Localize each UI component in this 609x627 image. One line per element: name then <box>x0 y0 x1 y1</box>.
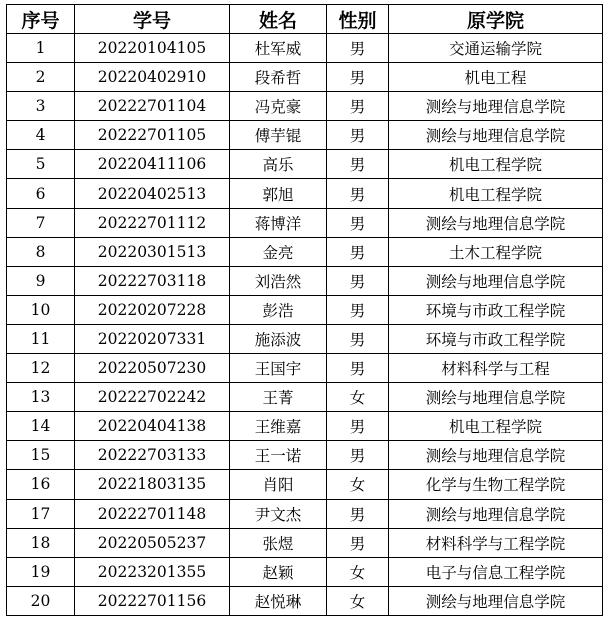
cell-name: 肖阳 <box>230 470 327 499</box>
cell-name: 王维嘉 <box>230 412 327 441</box>
cell-name: 王国宇 <box>230 354 327 383</box>
cell-original-college: 环境与市政工程学院 <box>389 324 603 353</box>
cell-index: 9 <box>7 266 75 295</box>
cell-original-college: 交通运输学院 <box>389 34 603 63</box>
header-original-college: 原学院 <box>389 5 603 34</box>
cell-student-id: 20220207331 <box>75 324 230 353</box>
cell-name: 王菁 <box>230 383 327 412</box>
table-row <box>7 295 603 324</box>
cell-gender: 男 <box>327 528 389 557</box>
header-index: 序号 <box>7 5 75 34</box>
table-row <box>7 557 603 586</box>
cell-index: 18 <box>7 528 75 557</box>
table-row <box>7 499 603 528</box>
cell-student-id: 20220207228 <box>75 295 230 324</box>
table-row <box>7 412 603 441</box>
table-header-row <box>7 5 603 34</box>
cell-name: 郭旭 <box>230 179 327 208</box>
table-body <box>7 34 603 616</box>
table-row <box>7 150 603 179</box>
cell-original-college: 测绘与地理信息学院 <box>389 208 603 237</box>
cell-name: 彭浩 <box>230 295 327 324</box>
cell-gender: 男 <box>327 92 389 121</box>
cell-name: 杜军威 <box>230 34 327 63</box>
cell-name: 王一诺 <box>230 441 327 470</box>
cell-index: 17 <box>7 499 75 528</box>
cell-gender: 男 <box>327 441 389 470</box>
cell-name: 赵悦琳 <box>230 586 327 615</box>
cell-student-id: 20222701105 <box>75 121 230 150</box>
table-row <box>7 586 603 615</box>
cell-student-id: 20222701104 <box>75 92 230 121</box>
cell-index: 6 <box>7 179 75 208</box>
cell-student-id: 20220505237 <box>75 528 230 557</box>
cell-student-id: 20222701156 <box>75 586 230 615</box>
cell-name: 尹文杰 <box>230 499 327 528</box>
cell-original-college: 化学与生物工程学院 <box>389 470 603 499</box>
cell-original-college: 测绘与地理信息学院 <box>389 92 603 121</box>
cell-original-college: 测绘与地理信息学院 <box>389 121 603 150</box>
cell-original-college: 机电工程 <box>389 63 603 92</box>
cell-student-id: 20220404138 <box>75 412 230 441</box>
cell-name: 施添波 <box>230 324 327 353</box>
cell-original-college: 机电工程学院 <box>389 179 603 208</box>
cell-index: 1 <box>7 34 75 63</box>
table-row <box>7 441 603 470</box>
cell-index: 12 <box>7 354 75 383</box>
cell-student-id: 20222703133 <box>75 441 230 470</box>
cell-student-id: 20220104105 <box>75 34 230 63</box>
cell-name: 段希哲 <box>230 63 327 92</box>
student-table-container <box>6 4 603 616</box>
cell-index: 20 <box>7 586 75 615</box>
cell-student-id: 20222702242 <box>75 383 230 412</box>
cell-original-college: 测绘与地理信息学院 <box>389 266 603 295</box>
table-row <box>7 383 603 412</box>
header-gender: 性别 <box>327 5 389 34</box>
cell-index: 7 <box>7 208 75 237</box>
cell-gender: 女 <box>327 470 389 499</box>
cell-gender: 男 <box>327 354 389 383</box>
table-row <box>7 92 603 121</box>
cell-name: 傅芋锟 <box>230 121 327 150</box>
cell-original-college: 材料科学与工程 <box>389 354 603 383</box>
cell-index: 14 <box>7 412 75 441</box>
cell-original-college: 测绘与地理信息学院 <box>389 586 603 615</box>
cell-original-college: 机电工程学院 <box>389 150 603 179</box>
table-row <box>7 324 603 353</box>
table-row <box>7 528 603 557</box>
table-row <box>7 470 603 499</box>
cell-gender: 男 <box>327 63 389 92</box>
cell-gender: 男 <box>327 179 389 208</box>
cell-gender: 女 <box>327 557 389 586</box>
cell-name: 张煜 <box>230 528 327 557</box>
cell-gender: 男 <box>327 150 389 179</box>
cell-original-college: 测绘与地理信息学院 <box>389 383 603 412</box>
cell-original-college: 土木工程学院 <box>389 237 603 266</box>
cell-index: 11 <box>7 324 75 353</box>
table-row <box>7 237 603 266</box>
cell-student-id: 20223201355 <box>75 557 230 586</box>
cell-index: 19 <box>7 557 75 586</box>
cell-name: 赵颖 <box>230 557 327 586</box>
cell-name: 金亮 <box>230 237 327 266</box>
cell-index: 2 <box>7 63 75 92</box>
cell-original-college: 测绘与地理信息学院 <box>389 441 603 470</box>
cell-gender: 男 <box>327 266 389 295</box>
table-row <box>7 208 603 237</box>
cell-index: 13 <box>7 383 75 412</box>
cell-student-id: 20221803135 <box>75 470 230 499</box>
cell-index: 5 <box>7 150 75 179</box>
cell-gender: 男 <box>327 34 389 63</box>
cell-index: 3 <box>7 92 75 121</box>
cell-index: 4 <box>7 121 75 150</box>
cell-index: 16 <box>7 470 75 499</box>
cell-student-id: 20220402513 <box>75 179 230 208</box>
cell-original-college: 机电工程学院 <box>389 412 603 441</box>
cell-gender: 男 <box>327 324 389 353</box>
cell-student-id: 20222703118 <box>75 266 230 295</box>
cell-gender: 男 <box>327 295 389 324</box>
table-row <box>7 63 603 92</box>
cell-original-college: 测绘与地理信息学院 <box>389 499 603 528</box>
cell-student-id: 20220411106 <box>75 150 230 179</box>
header-name: 姓名 <box>230 5 327 34</box>
table-row <box>7 121 603 150</box>
cell-gender: 男 <box>327 237 389 266</box>
cell-index: 10 <box>7 295 75 324</box>
cell-student-id: 20222701148 <box>75 499 230 528</box>
cell-index: 8 <box>7 237 75 266</box>
cell-gender: 女 <box>327 586 389 615</box>
cell-gender: 男 <box>327 499 389 528</box>
cell-original-college: 材料科学与工程学院 <box>389 528 603 557</box>
table-row <box>7 34 603 63</box>
cell-student-id: 20220402910 <box>75 63 230 92</box>
cell-name: 冯克豪 <box>230 92 327 121</box>
cell-name: 高乐 <box>230 150 327 179</box>
cell-gender: 男 <box>327 208 389 237</box>
cell-index: 15 <box>7 441 75 470</box>
cell-student-id: 20220301513 <box>75 237 230 266</box>
cell-student-id: 20220507230 <box>75 354 230 383</box>
cell-gender: 男 <box>327 412 389 441</box>
cell-original-college: 电子与信息工程学院 <box>389 557 603 586</box>
table-row <box>7 179 603 208</box>
cell-name: 刘浩然 <box>230 266 327 295</box>
cell-gender: 女 <box>327 383 389 412</box>
header-student-id: 学号 <box>75 5 230 34</box>
cell-student-id: 20222701112 <box>75 208 230 237</box>
cell-original-college: 环境与市政工程学院 <box>389 295 603 324</box>
cell-gender: 男 <box>327 121 389 150</box>
student-table <box>6 4 603 616</box>
table-row <box>7 266 603 295</box>
cell-name: 蒋博洋 <box>230 208 327 237</box>
table-row <box>7 354 603 383</box>
